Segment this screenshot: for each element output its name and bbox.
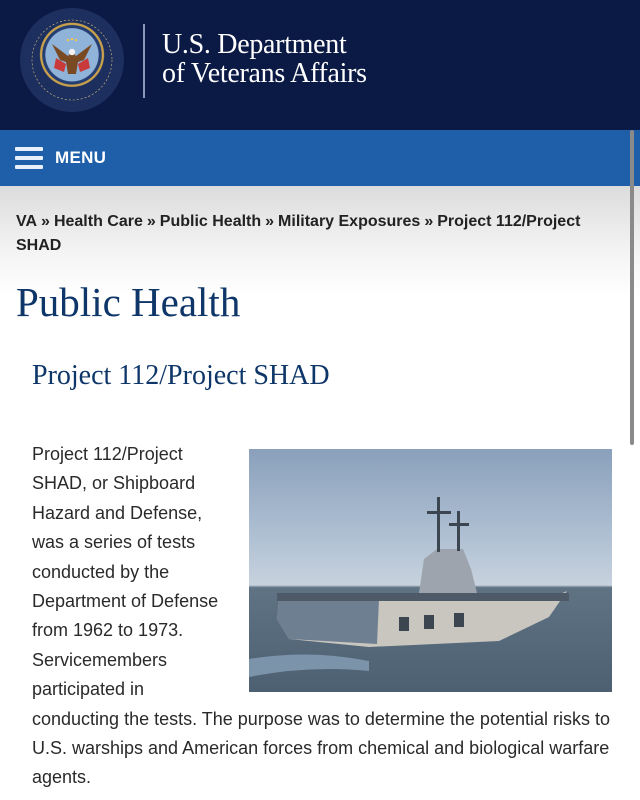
brand-line-1: U.S. Department: [162, 29, 347, 60]
site-header: [0, 0, 640, 130]
brand-line-2: of Veterans Affairs: [162, 58, 367, 89]
ship-illustration-icon: [249, 449, 612, 692]
breadcrumb-separator: »: [424, 213, 434, 230]
intro-paragraph: [32, 440, 612, 793]
page-subtitle: Project 112/Project SHAD: [32, 360, 330, 391]
header-divider: [143, 24, 145, 98]
eagle-icon: [50, 38, 94, 78]
breadcrumb-va[interactable]: VA: [16, 213, 38, 230]
menu-bar: [0, 130, 640, 186]
breadcrumb-current: Project 112/Project SHAD: [16, 213, 581, 254]
breadcrumb-military-exposures[interactable]: Military Exposures: [278, 213, 421, 230]
breadcrumb-health-care[interactable]: Health Care: [53, 213, 143, 230]
menu-label: MENU: [55, 148, 107, 167]
page-title: Public Health: [16, 279, 241, 325]
breadcrumb-separator: »: [41, 213, 50, 230]
menu-button[interactable]: [15, 142, 106, 174]
breadcrumb-separator: »: [265, 213, 275, 230]
site-brand[interactable]: [162, 30, 367, 88]
breadcrumb-separator: »: [146, 213, 156, 230]
breadcrumb: [16, 210, 626, 258]
vertical-scrollbar[interactable]: [630, 130, 634, 445]
hamburger-icon: [15, 147, 43, 169]
intro-text: Project 112/Project SHAD, or Shipboard Hazard and Defense, was a series of tests conducted by the Department of Defense from 1962 to 1973. Servicemembers participated in conducting the tests. The purpose was to determine the potential risks to U.S. warships and American forces from chemical and biological warfare agents.: [32, 444, 610, 788]
breadcrumb-public-health[interactable]: Public Health: [159, 213, 262, 230]
ship-photo: [249, 449, 612, 692]
va-seal-logo[interactable]: [20, 8, 124, 112]
